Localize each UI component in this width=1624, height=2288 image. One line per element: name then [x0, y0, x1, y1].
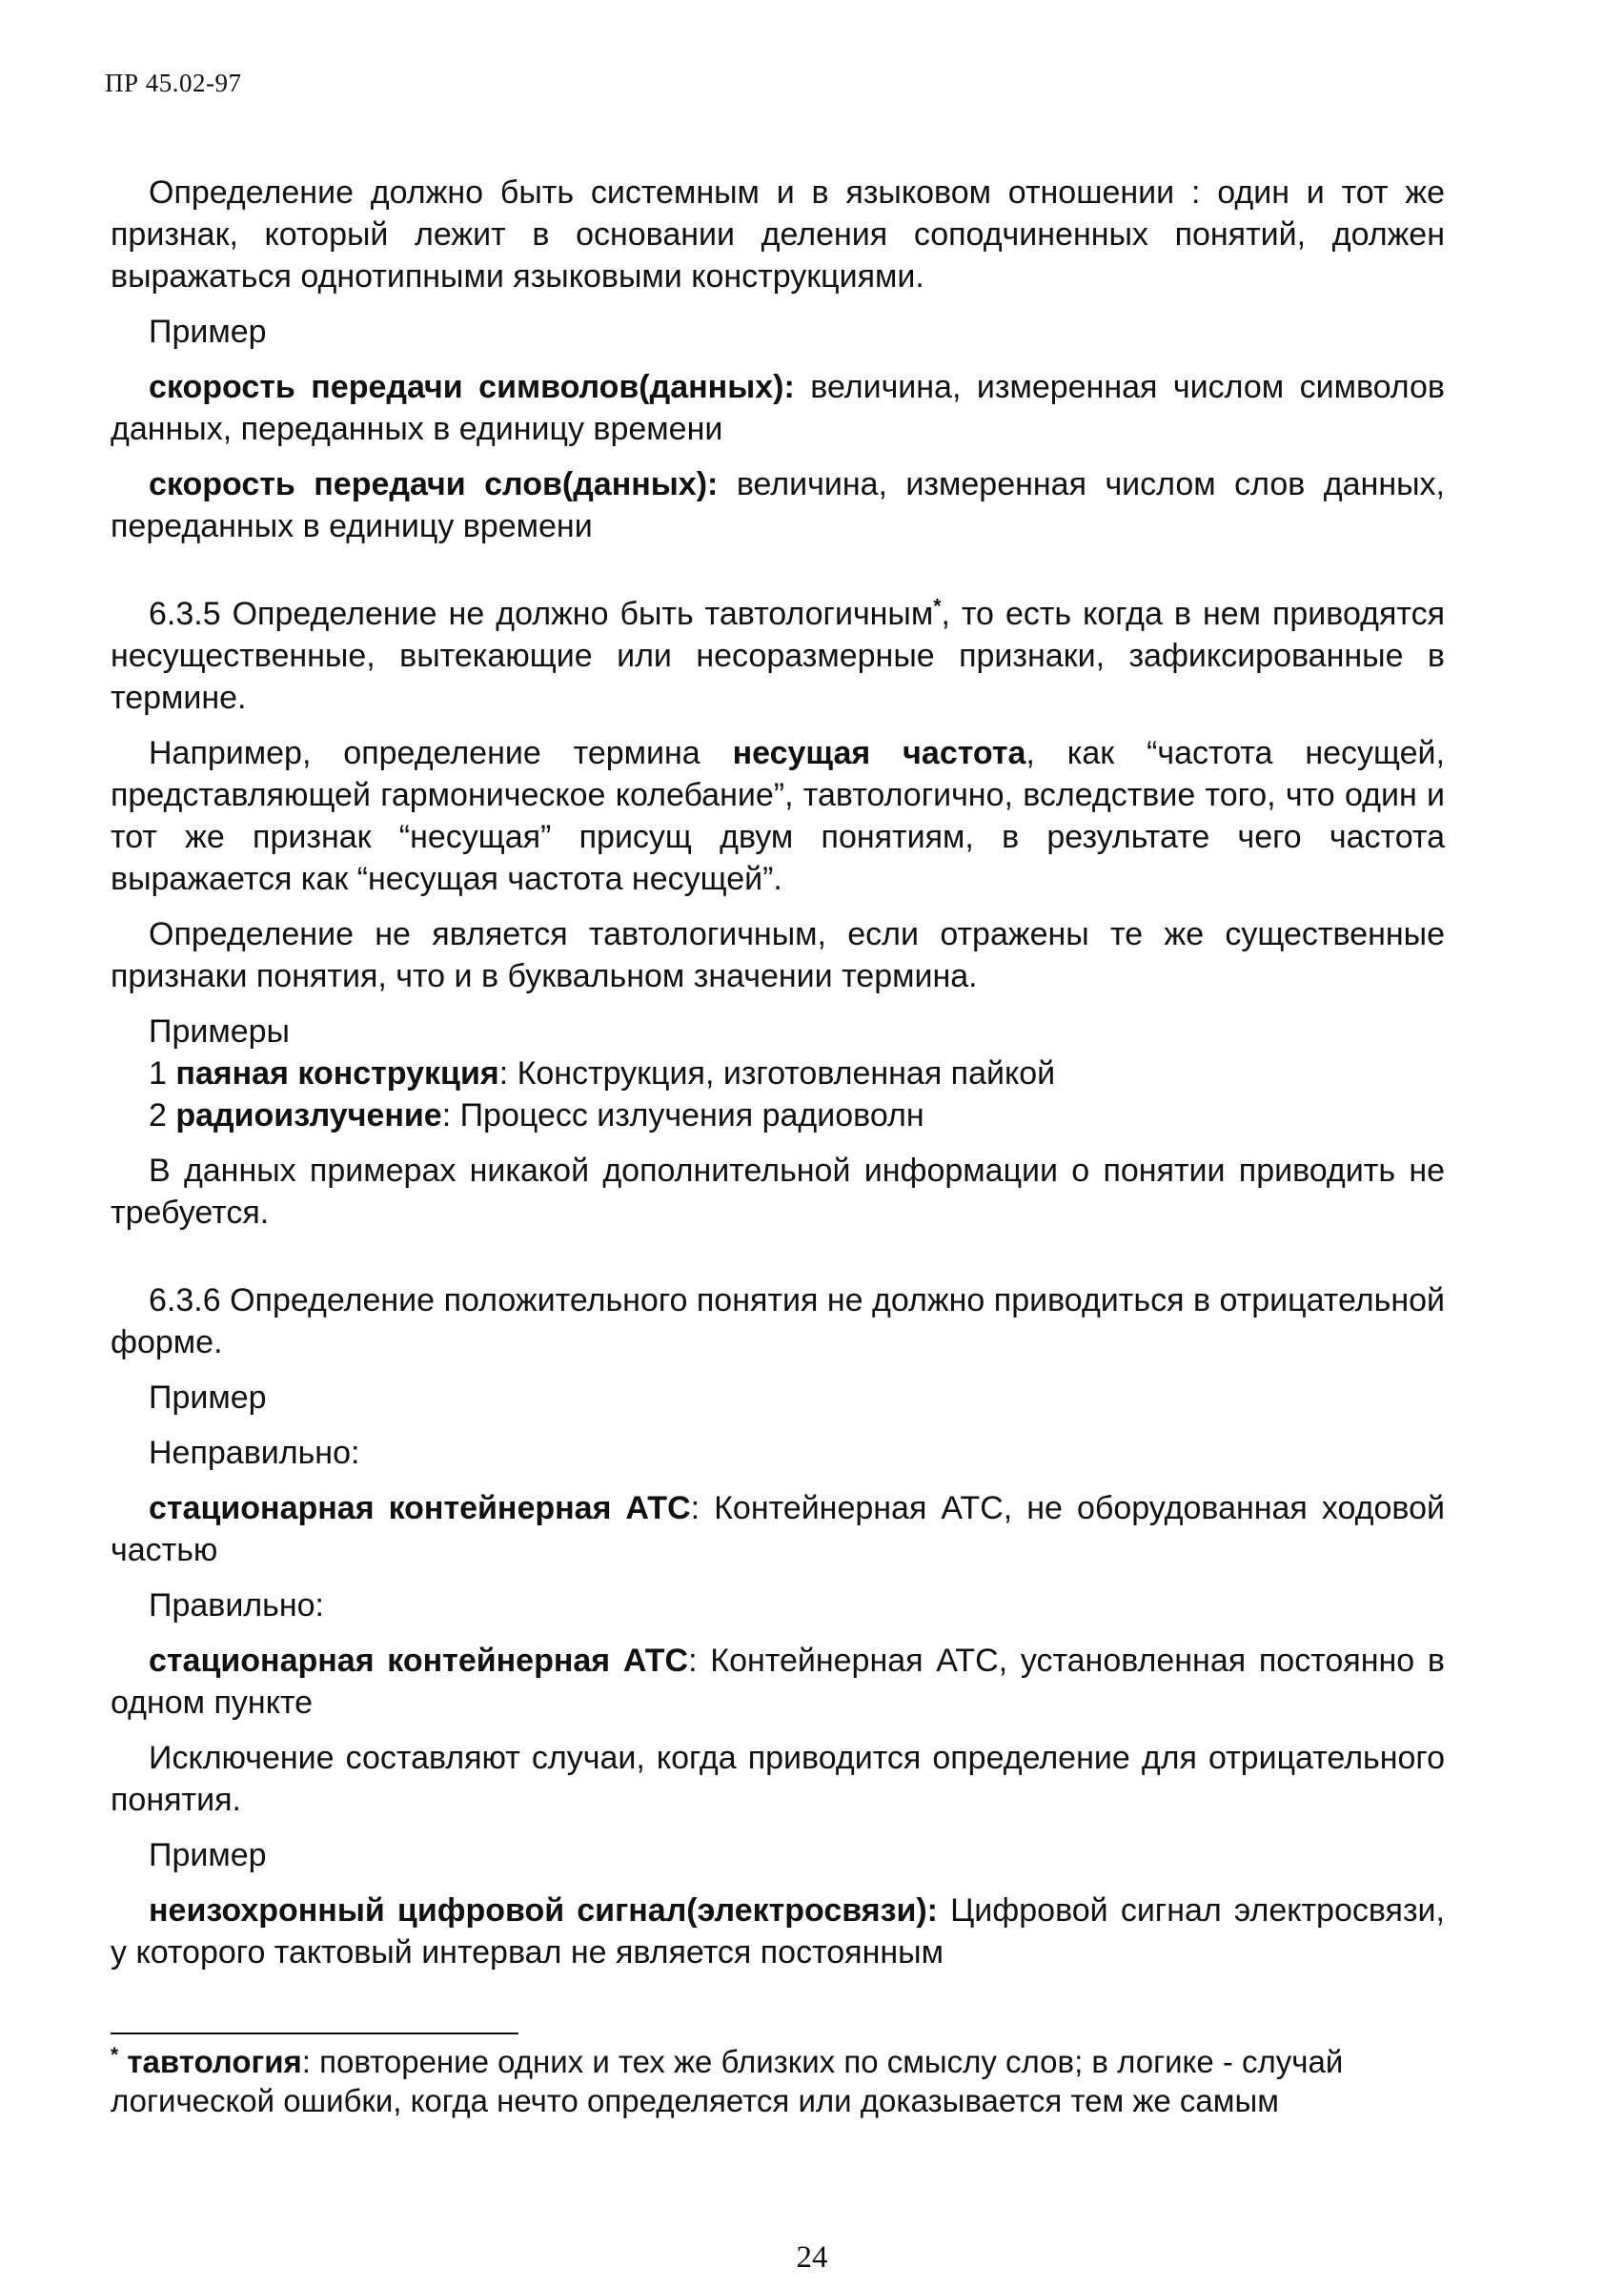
text-run: , как “частота несущей, представляющей гармоническое колебание”, тавтологично, вследствие того, что один и тот же признак “несущая” присущ двум понятиям, в результате чего частота выражается как “несущая частота несущей”.	[111, 735, 1445, 897]
term: скорость передачи слов(данных):	[149, 466, 719, 502]
example-number: 2	[149, 1097, 176, 1134]
numbered-example	[111, 1052, 1445, 1094]
incorrect-label: Неправильно:	[149, 1435, 360, 1471]
example-label: Пример	[149, 314, 267, 350]
example-term-entry	[111, 1640, 1445, 1724]
term: несущая частота	[732, 735, 1026, 771]
example-term-entry	[111, 463, 1445, 547]
definition: величина, измеренная числом слов данных, переданных в единицу времени	[111, 466, 1445, 544]
term: радиоизлучение	[175, 1097, 442, 1134]
examples-label: Примеры	[149, 1013, 290, 1050]
section-6-3-5	[111, 593, 1445, 719]
term: скорость передачи символов(данных):	[149, 369, 795, 405]
footnote-text: : повторение одних и тех же близких по смыслу слов; в логике - случай логической ошибки, когда нечто определяется или доказывается тем же самым	[111, 2044, 1344, 2118]
numbered-example	[111, 1094, 1445, 1136]
section-text-continued: , то есть когда в нем приводятся несущественные, вытекающие или несоразмерные признаки, зафиксированные в термине.	[111, 596, 1445, 716]
document-code: ПР 45.02-97	[105, 69, 242, 97]
example-label: Пример	[149, 1379, 267, 1416]
example-term-entry	[111, 1890, 1445, 1973]
example-label: Пример	[149, 1837, 267, 1873]
footnote-divider	[111, 2033, 518, 2034]
page-number: 24	[796, 2240, 828, 2275]
definition: : Процесс излучения радиоволн	[441, 1097, 924, 1134]
page-body	[111, 172, 1445, 1987]
term: стационарная контейнерная АТС	[149, 1490, 691, 1526]
definition: : Контейнерная АТС, установленная постоянно в одном пункте	[111, 1643, 1445, 1721]
definition: Цифровой сигнал электросвязи, у которого тактовый интервал не является постоянным	[111, 1892, 1445, 1971]
term: стационарная контейнерная АТС	[149, 1643, 689, 1679]
section-6-3-6: 6.3.6 Определение положительного понятия не должно приводиться в отрицательной форме.	[111, 1282, 1445, 1360]
definition: : Конструкция, изготовленная пайкой	[498, 1055, 1056, 1092]
footnote	[111, 2042, 1445, 2120]
example-number: 1	[149, 1055, 176, 1092]
footnote-term: тавтология	[118, 2044, 302, 2079]
correct-label: Правильно:	[149, 1587, 324, 1624]
paragraph-carrier-frequency-example	[111, 732, 1445, 900]
definition: величина, измеренная числом символов данных, переданных в единицу времени	[111, 369, 1445, 447]
paragraph-examples-note: В данных примерах никакой дополнительной информации о понятии приводить не требуется.	[111, 1153, 1445, 1231]
term: паяная конструкция	[175, 1055, 499, 1092]
paragraph-not-tautological: Определение не является тавтологичным, если отражены те же существенные признаки понятия, что и в буквальном значении термина.	[111, 916, 1445, 994]
term: неизохронный цифровой сигнал(электросвязи):	[149, 1892, 939, 1929]
text-run: Например, определение термина	[149, 735, 733, 771]
footnote-marker: *	[111, 2044, 119, 2066]
definition: : Контейнерная АТС, не оборудованная ходовой частью	[111, 1490, 1445, 1568]
paragraph-systematic-definition: Определение должно быть системным и в языковом отношении : один и тот же признак, который лежит в основании деления соподчиненных понятий, должен выражаться однотипными языковыми конструкциями.	[111, 174, 1445, 295]
example-term-entry	[111, 1487, 1445, 1571]
section-text: 6.3.5 Определение не должно быть тавтологичным	[149, 596, 934, 632]
paragraph-exception: Исключение составляют случаи, когда приводится определение для отрицательного понятия.	[111, 1740, 1445, 1818]
example-term-entry	[111, 366, 1445, 450]
footnote-reference: *	[933, 595, 942, 618]
